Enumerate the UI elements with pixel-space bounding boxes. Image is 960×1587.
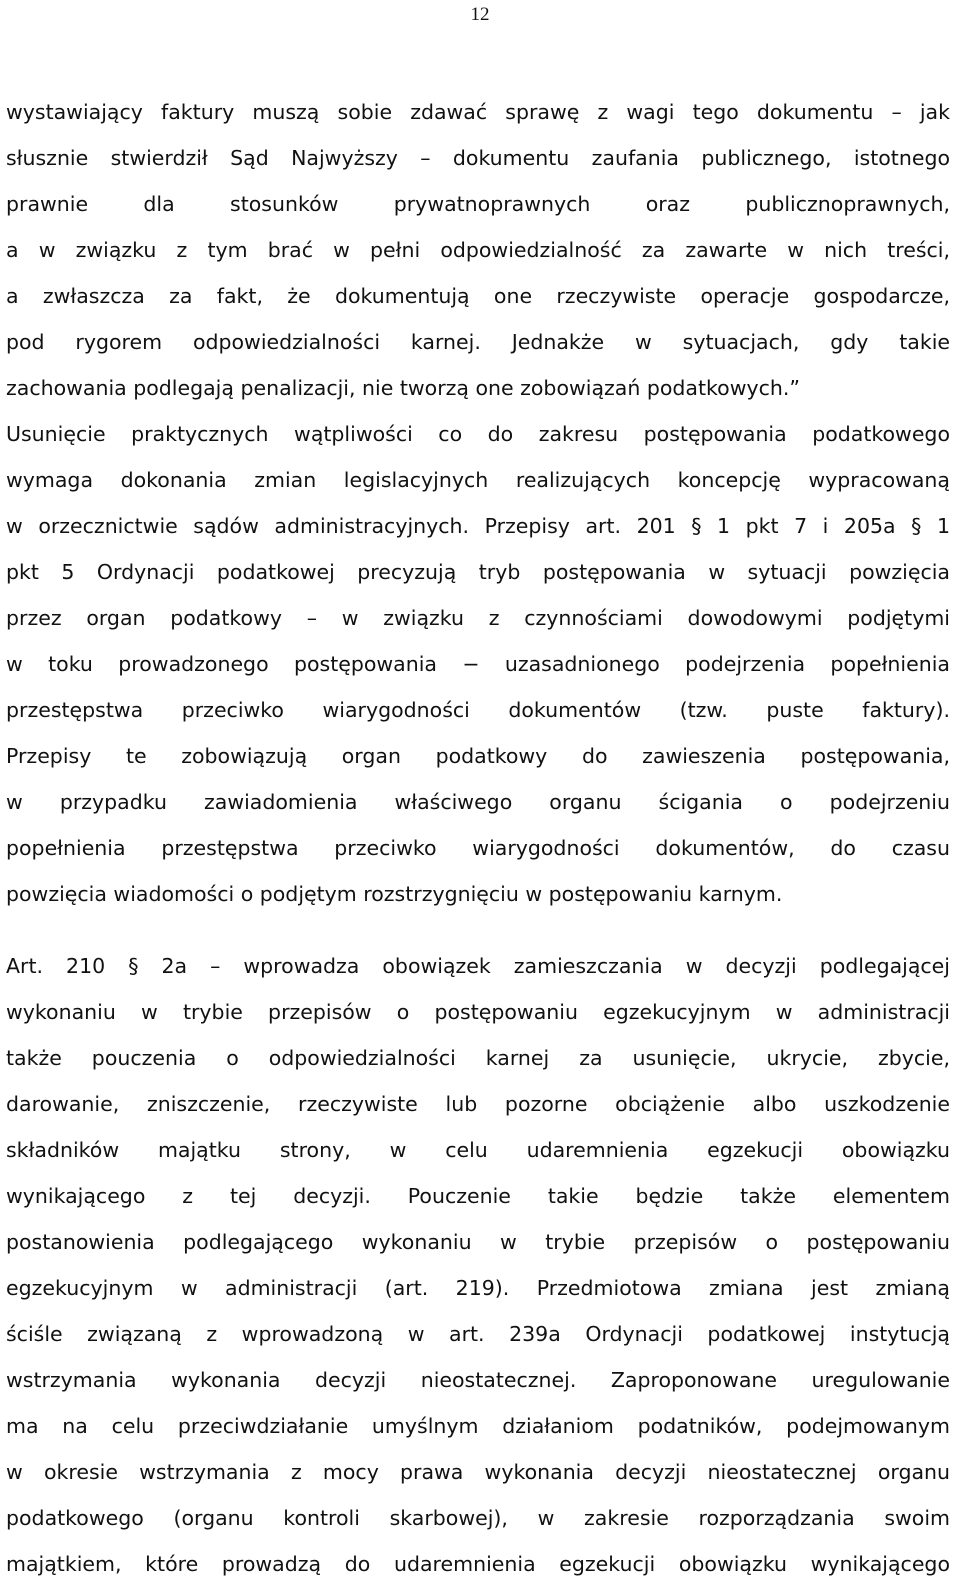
text-line: darowanie, zniszczenie, rzeczywiste lub pozorne obciążenie albo uszkodzenie [6,1092,950,1116]
text-line: pod rygorem odpowiedzialności karnej. Jednakże w sytuacjach, gdy takie [6,330,950,354]
text-line: ściśle związaną z wprowadzoną w art. 239a Ordynacji podatkowej instytucją [6,1322,950,1346]
page-number: 12 [470,4,490,25]
text-line: w przypadku zawiadomienia właściwego organu ścigania o podejrzeniu [6,790,950,814]
document-body [6,89,950,1587]
text-line: Przepisy te zobowiązują organ podatkowy do zawieszenia postępowania, [6,744,950,768]
text-line: powzięcia wiadomości o podjętym rozstrzygnięciu w postępowaniu karnym. [6,882,783,906]
paragraph [6,89,950,917]
text-line: przez organ podatkowy – w związku z czynnościami dowodowymi podjętymi [6,606,950,630]
text-line: w orzecznictwie sądów administracyjnych. Przepisy art. 201 § 1 pkt 7 i 205a § 1 [6,514,950,538]
text-line: wykonaniu w trybie przepisów o postępowaniu egzekucyjnym w administracji [6,1000,950,1024]
text-line: popełnienia przestępstwa przeciwko wiarygodności dokumentów, do czasu [6,836,950,860]
text-line: zachowania podlegają penalizacji, nie tworzą one zobowiązań podatkowych.” [6,376,800,400]
text-line: składników majątku strony, w celu udaremnienia egzekucji obowiązku [6,1138,950,1162]
text-line: a zwłaszcza za fakt, że dokumentują one rzeczywiste operacje gospodarcze, [6,284,950,308]
text-line: wystawiający faktury muszą sobie zdawać sprawę z wagi tego dokumentu – jak [6,100,950,124]
text-line: majątkiem, które prowadzą do udaremnienia egzekucji obowiązku wynikającego [6,1552,950,1576]
text-line: wynikającego z tej decyzji. Pouczenie takie będzie także elementem [6,1184,950,1208]
text-line: Art. 210 § 2a – wprowadza obowiązek zamieszczania w decyzji podlegającej [6,954,950,978]
text-line: ma na celu przeciwdziałanie umyślnym działaniom podatników, podejmowanym [6,1414,950,1438]
text-line: egzekucyjnym w administracji (art. 219). Przedmiotowa zmiana jest zmianą [6,1276,950,1300]
text-line: pkt 5 Ordynacji podatkowej precyzują tryb postępowania w sytuacji powzięcia [6,560,950,584]
text-line: Usunięcie praktycznych wątpliwości co do zakresu postępowania podatkowego [6,422,950,446]
paragraph [6,943,950,1587]
text-line: postanowienia podlegającego wykonaniu w trybie przepisów o postępowaniu [6,1230,950,1254]
text-line: w okresie wstrzymania z mocy prawa wykonania decyzji nieostatecznej organu [6,1460,950,1484]
text-line: wymaga dokonania zmian legislacyjnych realizujących koncepcję wypracowaną [6,468,950,492]
text-line: słusznie stwierdził Sąd Najwyższy – dokumentu zaufania publicznego, istotnego [6,146,950,170]
text-line: przestępstwa przeciwko wiarygodności dokumentów (tzw. puste faktury). [6,698,950,722]
text-line: a w związku z tym brać w pełni odpowiedzialność za zawarte w nich treści, [6,238,950,262]
text-line: wstrzymania wykonania decyzji nieostatecznej. Zaproponowane uregulowanie [6,1368,950,1392]
paragraph-spacer [6,917,950,943]
text-line: prawnie dla stosunków prywatnoprawnych oraz publicznoprawnych, [6,192,950,216]
text-line: także pouczenia o odpowiedzialności karnej za usunięcie, ukrycie, zbycie, [6,1046,950,1070]
text-line: w toku prowadzonego postępowania − uzasadnionego podejrzenia popełnienia [6,652,950,676]
text-line: podatkowego (organu kontroli skarbowej), w zakresie rozporządzania swoim [6,1506,950,1530]
